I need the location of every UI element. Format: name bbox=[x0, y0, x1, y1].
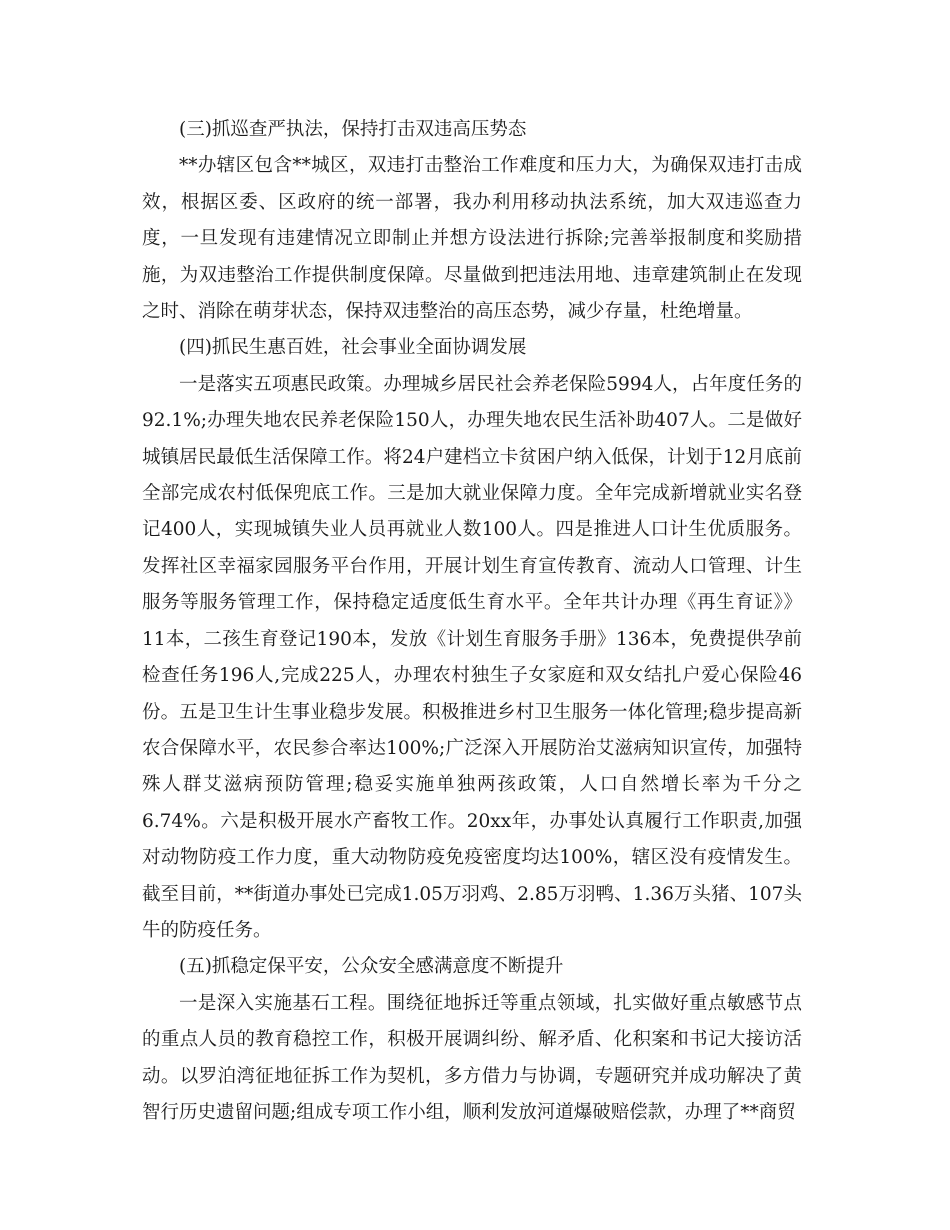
section-heading-3: (三)抓巡查严执法，保持打击双违高压势态 bbox=[179, 119, 527, 140]
body-paragraph: 一是深入实施基石工程。围绕征地拆迁等重点领域，扎实做好重点敏感节点的重点人员的教育稳控工作，积极开展调纠纷、解矛盾、化积案和书记大接访活动。以罗泊湾征地征拆工作为契机，多方借力与协调，专题研究并成功解决了黄智行历史遗留问题;组成专项工作小组，顺利发放河道爆破赔偿款，办理了**商贸 bbox=[142, 992, 802, 1123]
body-paragraph: **办辖区包含**城区，双违打击整治工作难度和压力大，为确保双违打击成效，根据区委、区政府的统一部署，我办利用移动执法系统，加大双违巡查力度，一旦发现有违建情况立即制止并想方设法进行拆除;完善举报制度和奖励措施，为双违整治工作提供制度保障。尽量做到把违法用地、违章建筑制止在发现之时、消除在萌芽状态，保持双违整治的高压态势，减少存量，杜绝增量。 bbox=[142, 155, 802, 323]
section-heading-4: (四)抓民生惠百姓，社会事业全面协调发展 bbox=[179, 337, 527, 359]
document-body bbox=[142, 112, 802, 1131]
body-paragraph: 一是落实五项惠民政策。办理城乡居民社会养老保险5994人，占年度任务的92.1%;办理失地农民养老保险150人，办理失地农民生活补助407人。二是做好城镇居民最低生活保障工作。将24户建档立卡贫困户纳入低保，计划于12月底前全部完成农村低保兜底工作。三是加大就业保障力度。全年完成新增就业实名登记400人，实现城镇失业人员再就业人数100人。四是推进人口计生优质服务。发挥社区幸福家园服务平台作用，开展计划生育宣传教育、流动人口管理、计生服务等服务管理工作，保持稳定适度低生育水平。全年共计办理《再生育证》》11本，二孩生育登记190本，发放《计划生育服务手册》136本，免费提供孕前检查任务196人,完成225人，办理农村独生子女家庭和双女结扎户爱心保险46份。五是卫生计生事业稳步发展。积极推进乡村卫生服务一体化管理;稳步提高新农合保障水平，农民参合率达100%;广泛深入开展防治艾滋病知识宣传，加强特殊人群艾滋病预防管理;稳妥实施单独两孩政策，人口自然增长率为千分之6.74%。六是积极开展水产畜牧工作。20xx年，办事处认真履行工作职责,加强对动物防疫工作力度，重大动物防疫免疫密度均达100%，辖区没有疫情发生。截至目前，**街道办事处已完成1.05万羽鸡、2.85万羽鸭、1.36万头猪、107头牛的防疫任务。 bbox=[142, 373, 802, 941]
section-heading-5: (五)抓稳定保平安，公众安全感满意度不断提升 bbox=[179, 956, 564, 978]
